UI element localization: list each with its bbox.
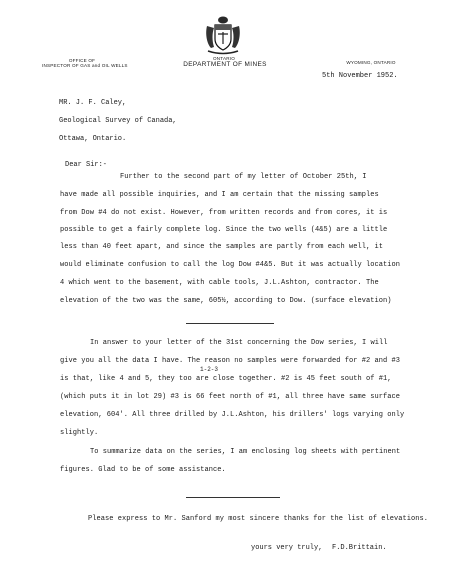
paragraph-1-line: from Dow #4 do not exist. However, from written records and from cores, it is [60, 209, 388, 217]
recipient-org: Geological Survey of Canada, [59, 117, 177, 125]
paragraph-2-line: slightly. [60, 429, 99, 437]
letter-date: 5th November 1952. [322, 72, 398, 80]
paragraph-1-line: possible to get a fairly complete log. Since the two wells (4&5) are a little [60, 226, 388, 234]
section-divider [186, 323, 274, 324]
paragraph-1-line: less than 40 feet apart, and since the samples are partly from each well, it [60, 243, 384, 251]
paragraph-2-line: In answer to your letter of the 31st concerning the Dow series, I will [90, 339, 388, 347]
closing: yours very truly, [251, 544, 323, 552]
paragraph-1-line: elevation of the two was the same, 605½, according to Dow. (surface elevation) [60, 297, 392, 305]
office-label-line-2: INSPECTOR OF GAS and OIL WELLS [42, 63, 128, 68]
interlinear-note: 1-2-3 [200, 366, 219, 373]
paragraph-1-line: would eliminate confusion to call the log Dow #4&5. But it was actually location [60, 261, 401, 269]
paragraph-1-line: 4 which went to the basement, with cable tools, J.L.Ashton, contractor. The [60, 279, 379, 287]
province-label: ONTARIO [213, 56, 235, 61]
paragraph-1-line: have made all possible inquiries, and I am certain that the missing samples [60, 191, 379, 199]
salutation: Dear Sir:- [65, 161, 108, 169]
paragraph-3-line: To summarize data on the series, I am enclosing log sheets with pertinent [90, 448, 401, 456]
section-divider [186, 497, 280, 498]
recipient-name: MR. J. F. Caley, [59, 99, 127, 107]
paragraph-2-line: elevation, 604'. All three drilled by J.L.Ashton, his drillers' logs varying only [60, 411, 405, 419]
location-label: WYOMING, ONTARIO [346, 60, 396, 65]
paragraph-1-line: Further to the second part of my letter of October 25th, I [120, 173, 367, 181]
paragraph-2-line: (which puts it in lot 29) #3 is 66 feet north of #1, all three have same surface [60, 393, 401, 401]
paragraph-2-line: is that, like 4 and 5, they too are close together. #2 is 45 feet south of #1, [60, 375, 392, 383]
signature: F.D.Brittain. [332, 544, 387, 552]
coat-of-arms-emblem [203, 14, 243, 56]
recipient-city: Ottawa, Ontario. [59, 135, 127, 143]
office-label-line-1: OFFICE OF [68, 58, 96, 63]
paragraph-4: Please express to Mr. Sanford my most sincere thanks for the list of elevations. [88, 515, 429, 523]
office-label [42, 58, 128, 68]
department-title: DEPARTMENT OF MINES [183, 61, 267, 68]
paragraph-2-line: give you all the data I have. The reason no samples were forwarded for #2 and #3 [60, 357, 401, 365]
paragraph-3-line: figures. Glad to be of some assistance. [60, 466, 226, 474]
